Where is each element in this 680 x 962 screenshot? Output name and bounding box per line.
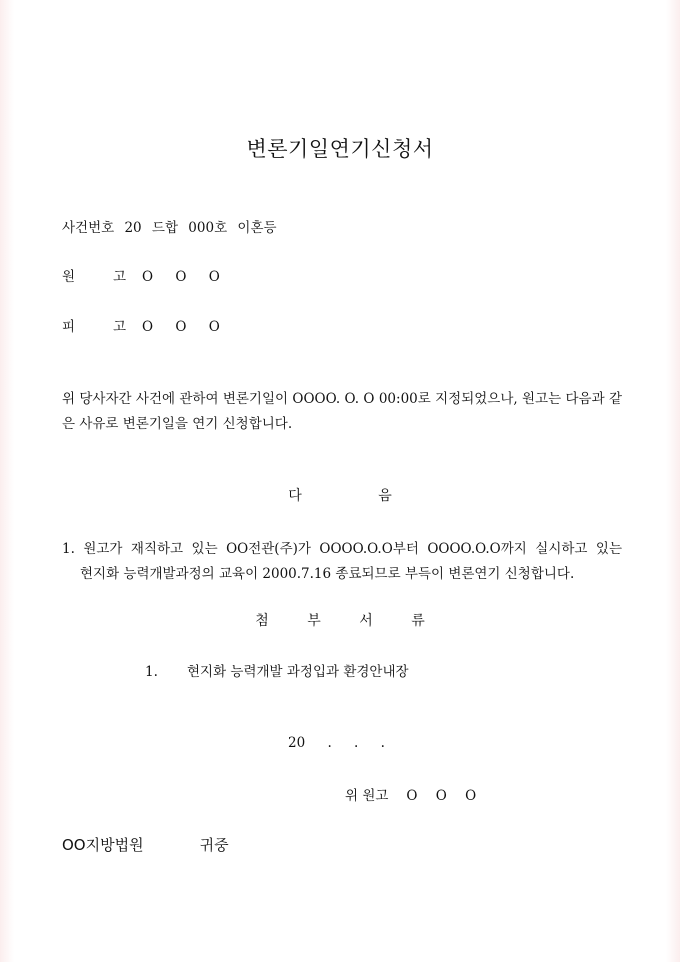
reason-line-2: 현지화 능력개발과정의 교육이 2000.7.16 종료되므로 부득이 변론연기 신청합니다. — [80, 566, 575, 582]
court-greeting: 귀중 — [199, 836, 229, 854]
signer-label: 위 원고 — [345, 788, 389, 804]
reason-line-1: 1. 원고가 재직하고 있는 OO전관(주)가 OOOO.O.O부터 OOOO.O.O까지 실시하고 있는 — [62, 541, 622, 557]
reason-item — [62, 537, 622, 587]
defendant-name: O O O — [142, 319, 220, 335]
defendant-row — [62, 315, 220, 335]
attachment-text: 현지화 능력개발 과정입과 환경안내장 — [187, 664, 409, 680]
attachment-item — [145, 660, 409, 680]
document-title: 변론기일연기신청서 — [246, 137, 434, 161]
signer-line — [345, 784, 476, 804]
attachment-number: 1. — [145, 664, 158, 680]
case-number-line: 사건번호 20 드합 000호 이혼등 — [62, 220, 277, 236]
court-name: OO지방법원 — [62, 836, 144, 854]
attachments-heading: 첨 부 서 류 — [255, 613, 425, 629]
date-line: 20 . . . — [288, 735, 385, 751]
notice-heading: 다 음 — [288, 488, 392, 504]
defendant-label: 피고 — [62, 319, 165, 335]
plaintiff-name: O O O — [142, 269, 220, 285]
court-addressee — [62, 834, 229, 855]
intro-paragraph: 위 당사자간 사건에 관하여 변론기일이 OOOO. O. O 00:00로 지정되었으나, 원고는 다음과 같은 사유로 변론기일을 연기 신청합니다. — [62, 391, 622, 432]
signer-name: O O O — [406, 788, 477, 804]
plaintiff-row — [62, 265, 220, 285]
plaintiff-label: 원고 — [62, 269, 165, 285]
